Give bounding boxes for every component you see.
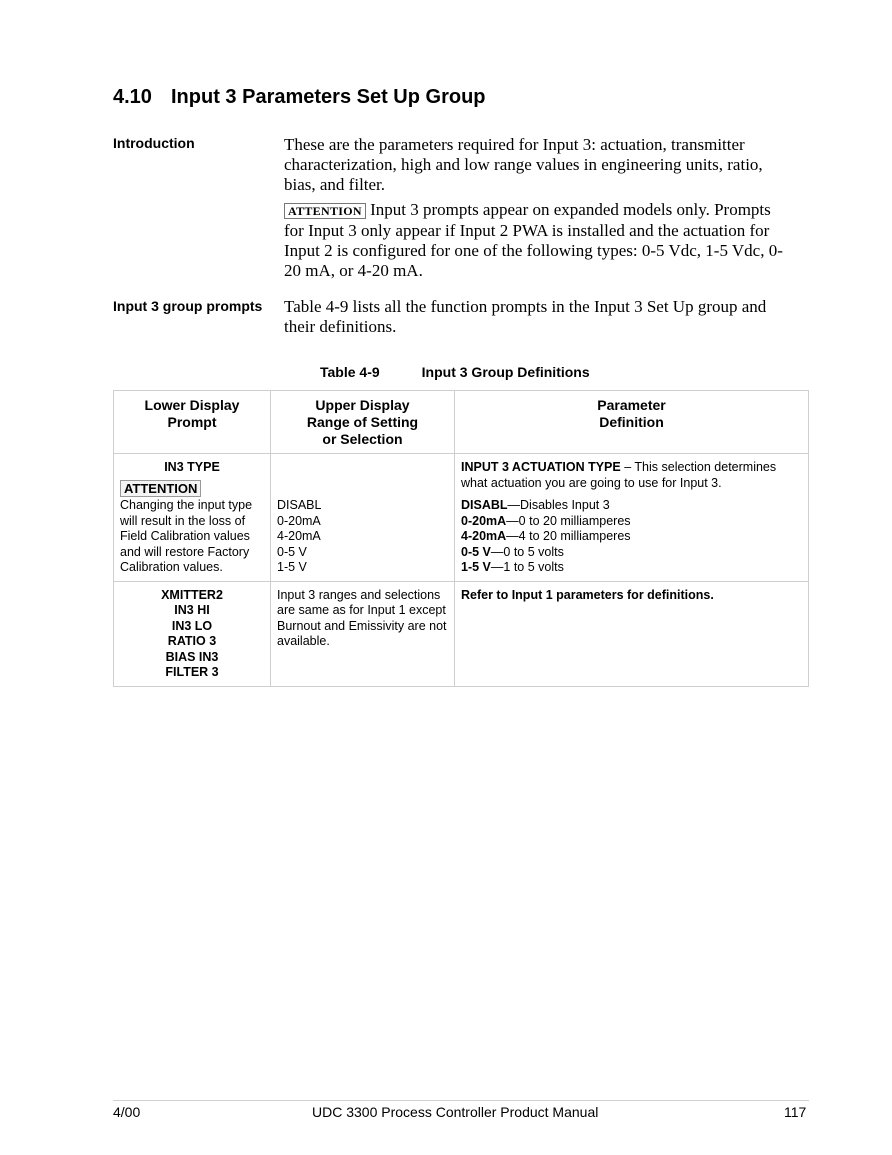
- attention-note: Changing the input type will result in the loss of Field Calibration values and will restore Factory Calibration values.: [120, 498, 253, 574]
- setting-value: 0-5 V: [277, 544, 307, 559]
- definitions-table: [113, 390, 809, 687]
- table-number: Table 4-9: [320, 364, 380, 380]
- group-prompts-text: Table 4-9 lists all the function prompts in the Input 3 Set Up group and their definitions.: [284, 297, 767, 336]
- section-heading: [113, 86, 486, 109]
- prompt-item: FILTER 3: [165, 665, 219, 679]
- prompt-item: XMITTER2: [161, 587, 223, 602]
- table-title: Input 3 Group Definitions: [421, 364, 590, 380]
- option-desc: —0 to 20 milliamperes: [506, 513, 631, 528]
- header-lower-display-text: Lower Display Prompt: [144, 397, 240, 430]
- prompt-in3-type: IN3 TYPE: [164, 460, 220, 474]
- table-header-row: [114, 391, 809, 454]
- setting-value: 1-5 V: [277, 560, 307, 574]
- option-definition: [461, 545, 802, 561]
- header-upper-display: [271, 391, 455, 454]
- attention-box: ATTENTION: [120, 480, 201, 498]
- option-key: DISABL: [461, 498, 508, 512]
- prompt-item: BIAS IN3: [165, 649, 219, 664]
- footer-date: 4/00: [113, 1104, 141, 1120]
- attention-text: Input 3 prompts appear on expanded models only. Prompts for Input 3 only appear if Input 2 PWA is installed and the actuation for Input 2 is configured for one of the following types: 0-5 Vdc, 1-5 Vdc, 0-20 mA, or 4-20 mA.: [284, 200, 783, 280]
- row2-definition-cell: [455, 581, 809, 686]
- row2-settings-cell: [271, 581, 455, 686]
- option-desc: —0 to 5 volts: [490, 544, 564, 559]
- intro-text: These are the parameters required for Input 3: actuation, transmitter characterization, high and low range values in engineering units, ratio, bias, and filter.: [284, 135, 763, 194]
- prompt-item: IN3 LO: [171, 618, 213, 633]
- option-definition: [461, 498, 802, 514]
- settings-text: Input 3 ranges and selections are same as for Input 1 except Burnout and Emissivity are not available.: [277, 587, 447, 648]
- page-number: 117: [784, 1104, 807, 1120]
- option-key: 4-20mA: [461, 529, 507, 543]
- group-prompts-label: Input 3 group prompts: [113, 298, 263, 314]
- prompt-item: IN3 HI: [174, 603, 210, 617]
- footer-manual-title: UDC 3300 Process Controller Product Manual: [312, 1104, 599, 1120]
- section-title: Input 3 Parameters Set Up Group: [171, 86, 486, 108]
- option-key: 1-5 V: [461, 560, 491, 574]
- setting-value: 0-20mA: [277, 513, 321, 528]
- option-definition: [461, 514, 802, 530]
- header-upper-display-text: Upper Display Range of Setting or Selection: [306, 397, 419, 447]
- option-key: 0-5 V: [461, 544, 491, 559]
- row1-prompt-cell: [114, 454, 271, 582]
- header-lower-display: [114, 391, 271, 454]
- definition-title: INPUT 3 ACTUATION TYPE: [461, 460, 621, 474]
- option-key: 0-20mA: [461, 513, 507, 528]
- prompt-item: RATIO 3: [167, 634, 217, 648]
- option-definition: [461, 560, 802, 576]
- row2-prompt-cell: [114, 581, 271, 686]
- option-definition: [461, 529, 802, 545]
- footer-divider: [113, 1100, 809, 1101]
- definition-reference: Refer to Input 1 parameters for definitions.: [461, 587, 714, 602]
- header-parameter-definition: [455, 391, 809, 454]
- setting-value: DISABL: [277, 498, 322, 512]
- row1-definition-cell: [455, 454, 809, 582]
- option-desc: —1 to 5 volts: [490, 560, 564, 574]
- header-parameter-definition-text: Parameter Definition: [597, 397, 666, 430]
- table-row: [114, 581, 809, 686]
- table-row: [114, 454, 809, 582]
- setting-value: 4-20mA: [277, 529, 321, 543]
- row1-settings-cell: [271, 454, 455, 582]
- table-caption: [320, 364, 590, 380]
- definition-intro: [461, 460, 802, 491]
- section-number: 4.10: [113, 86, 152, 108]
- attention-tag: ATTENTION: [284, 203, 366, 219]
- definition-text: – This selection determines what actuation you are going to use for Input 3.: [461, 460, 777, 490]
- attention-paragraph: [284, 200, 794, 281]
- intro-label: Introduction: [113, 135, 195, 151]
- option-desc: —4 to 20 milliamperes: [506, 529, 631, 543]
- option-desc: —Disables Input 3: [507, 498, 610, 512]
